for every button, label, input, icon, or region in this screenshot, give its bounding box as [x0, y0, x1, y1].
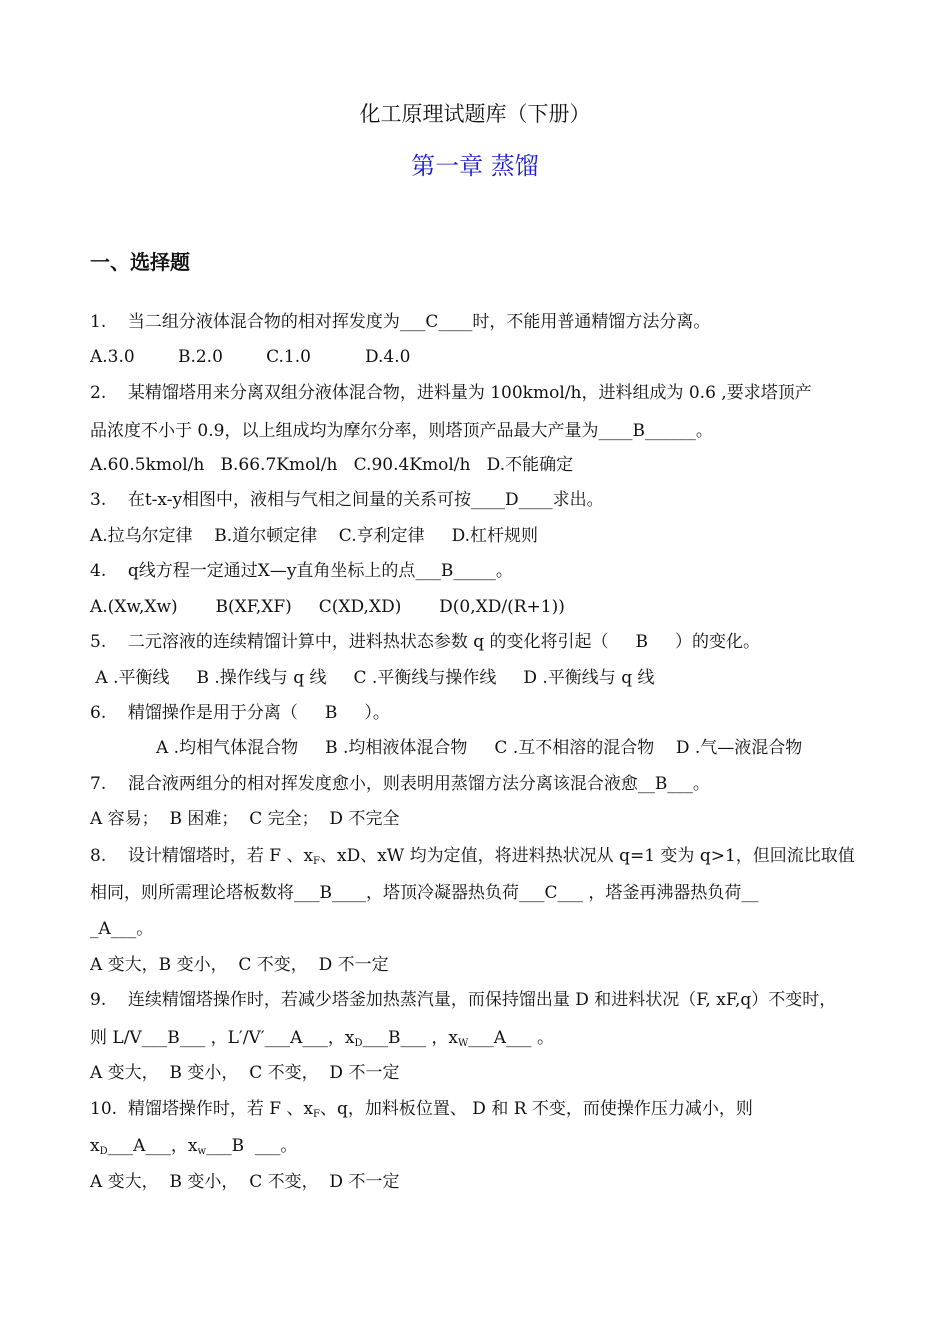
question-7-options: A 容易； B 困难； C 完全； D 不完全 [90, 809, 400, 829]
question-9-text-a: 则 L/V___B___ ，L′/V′___A___，x [90, 1028, 355, 1048]
subscript: D [99, 1146, 108, 1157]
question-1-options: A.3.0 B.2.0 C.1.0 D.4.0 [90, 347, 411, 367]
question-10-line-1 [90, 1098, 753, 1126]
question-8-line-3: _A___。 [90, 919, 154, 939]
question-6-options: A .均相气体混合物 B .均相液体混合物 C .互不相溶的混合物 D .气—液混合物 [156, 738, 803, 758]
question-8-line-2: 相同，则所需理论塔板数将___B____，塔顶冷凝器热负荷___C___ ，塔釜再沸器热负荷__ [90, 883, 759, 903]
question-2-options: A.60.5kmol/h B.66.7Kmol/h C.90.4Kmol/h D.不能确定 [90, 455, 574, 475]
question-10-text-d: ___A___，x [107, 1136, 198, 1156]
question-8-options: A 变大，B 变小， C 不变， D 不一定 [90, 955, 389, 975]
question-3-options: A.拉乌尔定律 B.道尔顿定律 C.亨利定律 D.杠杆规则 [90, 526, 539, 546]
question-5: 5. 二元溶液的连续精馏计算中，进料热状态参数 q 的变化将引起（ B ）的变化。 [90, 632, 761, 652]
question-9-line-1: 9. 连续精馏塔操作时，若减少塔釜加热蒸汽量，而保持馏出量 D 和进料状况（F, xF,q）不变时， [90, 990, 837, 1010]
question-10-text-e: ___B ___。 [206, 1136, 298, 1156]
question-4-options: A.(Xw,Xw) B(XF,XF) C(XD,XD) D(0,XD/(R+1)) [90, 597, 565, 617]
section-heading: 一、选择题 [90, 250, 190, 274]
question-9-text-c: ___A___ 。 [468, 1028, 554, 1048]
question-9-options: A 变大， B 变小， C 不变， D 不一定 [90, 1063, 400, 1083]
subscript: W [458, 1038, 469, 1049]
question-10-text-a: 10. 精馏塔操作时，若 F 、x [90, 1099, 314, 1119]
subscript: F [313, 856, 320, 867]
question-5-options: A .平衡线 B .操作线与 q 线 C .平衡线与操作线 D .平衡线与 q 线 [90, 668, 655, 688]
question-8-text-a: 8. 设计精馏塔时，若 F 、x [90, 846, 314, 866]
question-9-line-2 [90, 1027, 554, 1055]
question-10-options: A 变大， B 变小， C 不变， D 不一定 [90, 1172, 400, 1192]
question-8-text-b: 、xD、xW 均为定值，将进料热状况从 q=1 变为 q>1，但回流比取值 [319, 846, 855, 866]
question-2-line-1: 2. 某精馏塔用来分离双组分液体混合物，进料量为 100kmol/h，进料组成为 0.6 ,要求塔顶产 [90, 383, 812, 403]
subscript: w [197, 1146, 207, 1157]
question-10-text-b: 、q，加料板位置、 D 和 R 不变，而使操作压力减小，则 [320, 1099, 753, 1119]
question-9-text-b: ___B___ ，x [362, 1028, 458, 1048]
question-3: 3. 在t-x-y相图中，液相与气相之间量的关系可按____D____求出。 [90, 490, 604, 510]
document-title: 化工原理试题库（下册） [359, 102, 591, 126]
question-8-line-1 [90, 845, 855, 873]
question-10-text-c: x [90, 1136, 100, 1156]
question-6: 6. 精馏操作是用于分离（ B ）。 [90, 703, 390, 723]
chapter-heading: 第一章 蒸馏 [411, 152, 539, 180]
question-4: 4. q线方程一定通过X—y直角坐标上的点___B_____。 [90, 561, 513, 581]
subscript: F [313, 1109, 320, 1120]
question-10-line-2 [90, 1135, 297, 1163]
question-2-line-2: 品浓度不小于 0.9，以上组成均为摩尔分率，则塔顶产品最大产量为____B______。 [90, 421, 713, 441]
question-7: 7. 混合液两组分的相对挥发度愈小，则表明用蒸馏方法分离该混合液愈__B___。 [90, 774, 710, 794]
question-1: 1. 当二组分液体混合物的相对挥发度为___C____时，不能用普通精馏方法分离。 [90, 312, 711, 332]
subscript: D [354, 1038, 363, 1049]
